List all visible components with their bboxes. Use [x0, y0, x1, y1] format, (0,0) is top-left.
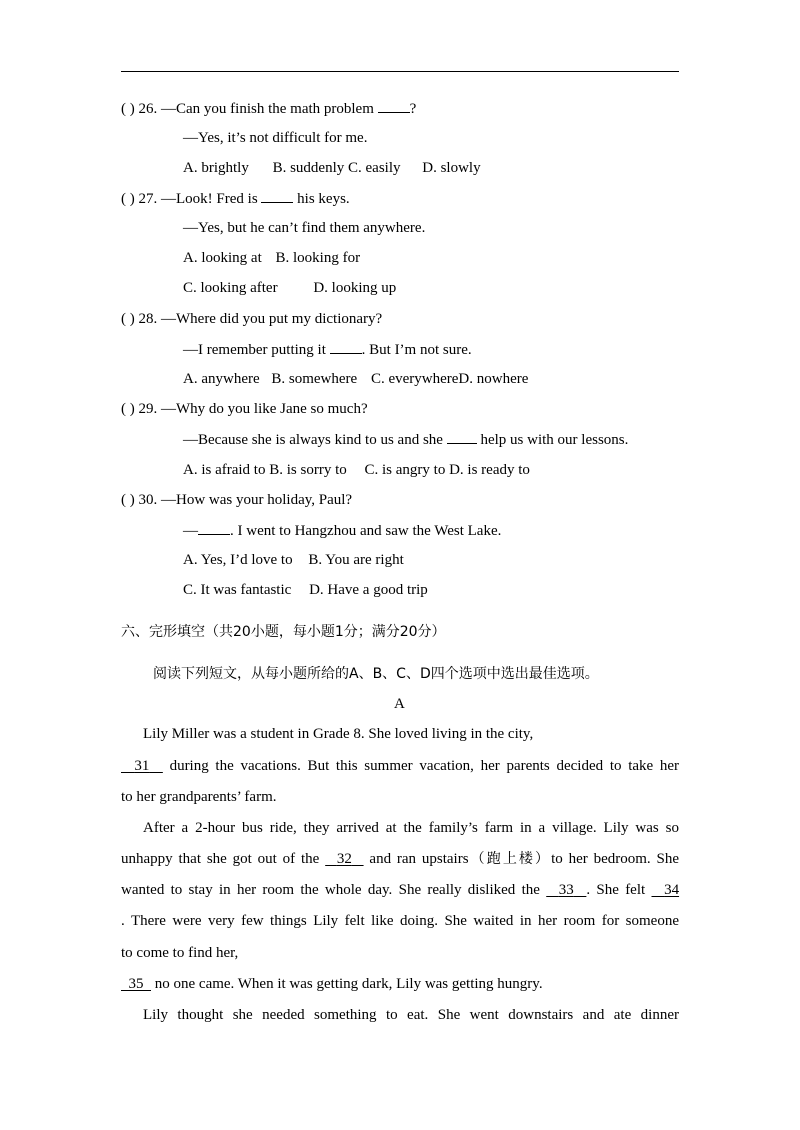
option-a: A. brightly: [183, 160, 249, 176]
question-number: 30.: [138, 492, 158, 508]
question-27-options-1: [183, 249, 360, 267]
question-prompt: —How was your holiday, Paul?: [161, 492, 353, 508]
answer-blank: [261, 189, 293, 203]
option-c: C. is angry to: [364, 462, 446, 478]
blank-31: 31: [134, 758, 150, 774]
question-prompt: —Can you finish the math problem: [161, 101, 374, 117]
passage-line: Lily Miller was a student in Grade 8. She loved living in the city,: [143, 726, 534, 742]
option-b: B. suddenly: [272, 160, 345, 176]
reply-text-end: . But I’m not sure.: [361, 342, 472, 358]
option-d: D. is ready to: [449, 462, 530, 478]
question-29-reply: [183, 430, 628, 449]
option-d: D. looking up: [313, 280, 397, 296]
blank-35: 35: [128, 976, 144, 992]
passage-line: After a 2-hour bus ride, they arrived at the family’s farm in a village. Lily was so: [143, 820, 679, 836]
blank-32: 32: [336, 851, 352, 867]
option-c: C. looking after: [183, 280, 278, 296]
question-30-reply: [183, 521, 501, 540]
section-instruction: 阅读下列短文，从每小题所给的A、B、C、D四个选项中选出最佳选项。: [153, 666, 599, 682]
question-28: [121, 310, 382, 328]
reply-text: —: [183, 523, 198, 539]
blank-33: 33: [558, 882, 574, 898]
question-26-options: [183, 159, 481, 177]
question-27-options-2: [183, 279, 396, 297]
option-c: C. everywhere: [370, 371, 459, 387]
question-prompt: —Look! Fred is: [161, 191, 258, 207]
passage-line: to her grandparents’ farm.: [121, 789, 277, 805]
option-c: C. easily: [348, 160, 401, 176]
question-26: [121, 99, 416, 118]
question-number: 27.: [138, 191, 158, 207]
passage-line: wanted to stay in her room the whole day. She really disliked the 33 . She felt 34: [121, 882, 680, 898]
question-prompt: —Where did you put my dictionary?: [161, 311, 383, 327]
option-d: D. Have a good trip: [309, 582, 428, 598]
option-d: D. slowly: [422, 160, 481, 176]
header-rule: [121, 71, 679, 72]
question-prompt: —Why do you like Jane so much?: [161, 401, 368, 417]
blank-34: 34: [664, 882, 680, 898]
option-a: A. looking at: [183, 250, 262, 266]
question-28-options: [183, 370, 528, 388]
passage-line: Lily thought she needed something to eat. She went downstairs and ate dinner: [143, 1007, 679, 1023]
answer-paren: ( ): [121, 101, 135, 117]
passage-line: 31 during the vacations. But this summer vacation, her parents decided to take her: [121, 757, 679, 775]
question-number: 29.: [138, 401, 158, 417]
question-27-reply: —Yes, but he can’t find them anywhere.: [183, 220, 426, 236]
passage-line: 35 no one came. When it was getting dark, Lily was getting hungry.: [121, 975, 543, 993]
option-b: B. looking for: [275, 250, 361, 266]
option-b: B. You are right: [308, 552, 404, 568]
reply-text-end: . I went to Hangzhou and saw the West Lake.: [230, 523, 502, 539]
option-b: B. somewhere: [271, 371, 358, 387]
passage-line: unhappy that she got out of the 32 and ran upstairs（跑上楼）to her bedroom. She: [121, 851, 680, 867]
answer-blank: [198, 521, 230, 535]
question-30: [121, 491, 352, 509]
answer-blank: [330, 340, 362, 354]
answer-blank: [378, 99, 410, 113]
question-28-reply: [183, 340, 472, 359]
question-26-reply: —Yes, it’s not difficult for me.: [183, 130, 368, 146]
question-30-options-2: [183, 581, 428, 599]
question-29-options: [183, 461, 530, 479]
question-prompt-end: his keys.: [297, 191, 350, 207]
option-a: A. is afraid to: [183, 462, 266, 478]
passage-line: to come to find her,: [121, 945, 239, 961]
passage-line: . There were very few things Lily felt like doing. She waited in her room for someone: [121, 913, 679, 929]
answer-paren: ( ): [121, 492, 135, 508]
option-c: C. It was fantastic: [183, 582, 292, 598]
option-a: A. anywhere: [183, 371, 260, 387]
reply-text: —Because she is always kind to us and she: [183, 432, 443, 448]
question-29: [121, 400, 368, 418]
option-d: D. nowhere: [458, 371, 529, 387]
question-30-options-1: [183, 551, 404, 569]
answer-paren: ( ): [121, 191, 135, 207]
option-a: A. Yes, I’d love to: [183, 552, 293, 568]
question-number: 26.: [138, 101, 158, 117]
question-prompt-end: ?: [409, 101, 417, 117]
passage-label: A: [394, 696, 405, 712]
reply-text-end: help us with our lessons.: [480, 432, 629, 448]
answer-blank: [447, 430, 477, 444]
question-number: 28.: [138, 311, 158, 327]
reply-text: —I remember putting it: [183, 342, 326, 358]
answer-paren: ( ): [121, 401, 135, 417]
option-b: B. is sorry to: [269, 462, 347, 478]
answer-paren: ( ): [121, 311, 135, 327]
question-27: [121, 189, 350, 208]
section-heading: 六、完形填空（共20小题，每小题1分；满分20分）: [121, 624, 446, 640]
